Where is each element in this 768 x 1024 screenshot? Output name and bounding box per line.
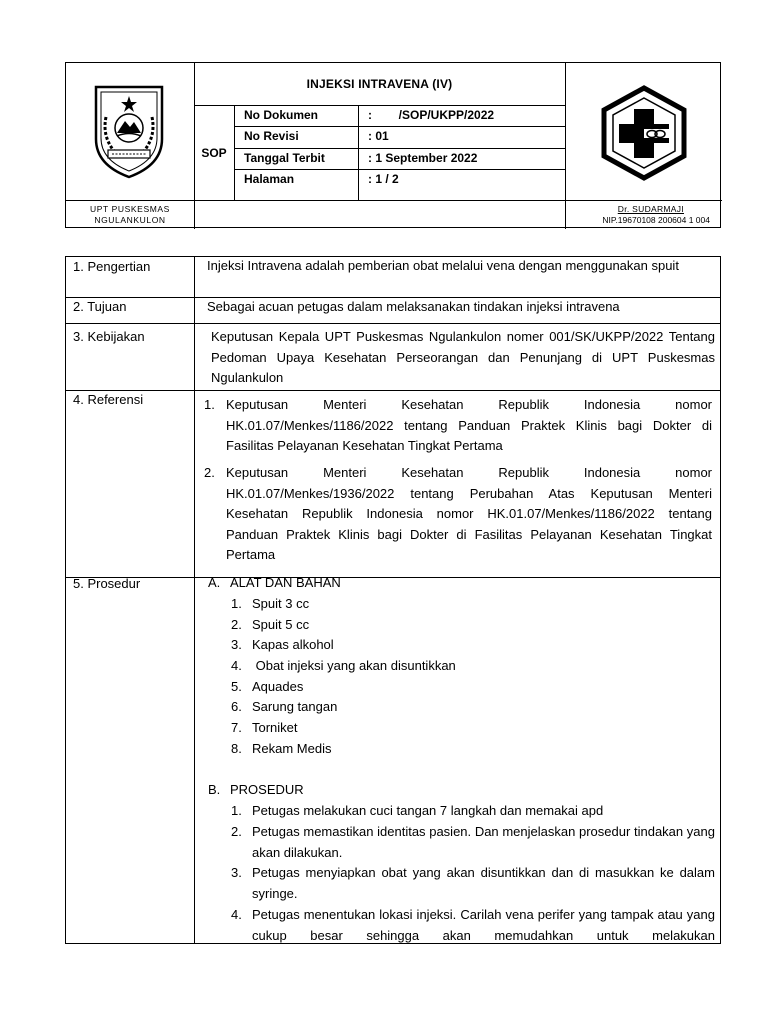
list-text: Aquades [252,679,304,694]
sop-header-table [65,62,721,228]
list-number: 3. [231,865,242,880]
meta-key: No Dokumen [244,108,319,122]
section-letter: A. [208,575,221,590]
row-divider [66,577,720,578]
list-number: 2. [231,824,242,839]
list-number: 4. [231,658,242,673]
meta-row-tanggal [234,148,565,169]
row-label-kebijakan: 3. Kebijakan [73,329,145,344]
section-letter: B. [208,782,221,797]
meta-key: No Revisi [244,129,299,143]
meta-value: : 1 / 2 [368,172,399,186]
list-text: Obat injeksi yang akan disuntikkan [252,658,456,673]
row-divider [66,390,720,391]
meta-row-dokumen [234,105,565,126]
column-divider [194,257,195,943]
row-label-prosedur: 5. Prosedur [73,576,141,591]
list-text: Petugas menentukan lokasi injeksi. Carilah vena perifer yang tampak atau yang cukup besar sehingga akan memudahkan untuk melakukan [252,907,715,943]
signatory-nip: NIP.19670108 200604 1 004 [602,214,710,225]
org-line: NGULANKULON [94,214,166,225]
document-title: INJEKSI INTRAVENA (IV) [306,77,453,91]
regency-crest-logo [84,81,174,181]
referensi-text: Keputusan Menteri Kesehatan Republik Indonesia nomor HK.01.07/Menkes/1186/2022 tentang Panduan Praktek Klinis bagi Dokter di Fasilitas Pelayanan Kesehatan Tingkat Pertama [226,397,712,454]
list-number: 7. [231,720,242,735]
list-number: 1. [231,803,242,818]
section-heading-prosedur [208,780,304,801]
meta-key: Halaman [244,172,295,186]
signatory-name: Dr. SUDARMAJI [617,203,684,214]
meta-row-revisi [234,126,565,147]
signatory-block [565,200,722,229]
list-number: 3. [231,637,242,652]
meta-key: Tanggal Terbit [244,151,325,165]
list-number: 1. [231,596,242,611]
list-text: Kapas alkohol [252,637,334,652]
pengertian-text: Injeksi Intravena adalah pemberian obat melalui vena dengan menggunakan spuit [207,258,679,273]
organization-name [66,200,194,229]
section-heading-alat [208,573,341,594]
sop-label: SOP [201,145,227,160]
list-text: Petugas memastikan identitas pasien. Dan menjelaskan prosedur tindakan yang akan dilakukan. [252,824,715,860]
puskesmas-cross-logo [598,85,690,181]
meta-row-halaman [234,169,565,190]
list-number: 5. [231,679,242,694]
list-number: 6. [231,699,242,714]
meta-value: : 01 [368,129,389,143]
meta-value: : /SOP/UKPP/2022 [368,108,495,122]
section-title: PROSEDUR [230,782,304,797]
list-number: 2. [231,617,242,632]
sop-content-table [65,256,721,944]
list-text: Torniket [252,720,298,735]
row-label-tujuan: 2. Tujuan [73,299,127,314]
referensi-item [204,463,712,573]
row-label-pengertian: 1. Pengertian [73,259,151,274]
section-title: ALAT DAN BAHAN [230,575,341,590]
referensi-item [204,395,712,459]
referensi-number: 1. [204,397,215,412]
list-number: 8. [231,741,242,756]
list-text: Spuit 3 cc [252,596,310,611]
tujuan-text: Sebagai acuan petugas dalam melaksanakan tindakan injeksi intravena [207,299,620,314]
referensi-text: Keputusan Menteri Kesehatan Republik Indonesia nomor HK.01.07/Menkes/1936/2022 tentang Perubahan Atas Keputusan Menteri Kesehatan Republik Indonesia nomor HK.01.07/Menkes/1186/2022 tentang Panduan Praktek Klinis bagi Dokter di Fasilitas Pelayanan Kesehatan Tingkat Pertama [226,465,712,563]
row-label-referensi: 4. Referensi [73,392,144,407]
list-text: Rekam Medis [252,741,332,756]
list-text: Petugas menyiapkan obat yang akan disuntikkan dan di masukkan ke dalam syringe. [252,865,715,901]
meta-value: : 1 September 2022 [368,151,478,165]
list-text: Sarung tangan [252,699,338,714]
list-number: 4. [231,907,242,922]
list-text: Spuit 5 cc [252,617,310,632]
referensi-number: 2. [204,465,215,480]
org-line: UPT PUSKESMAS [90,203,170,214]
kebijakan-text: Keputusan Kepala UPT Puskesmas Ngulankulon nomer 001/SK/UKPP/2022 Tentang Pedoman Upaya Kesehatan Perseorangan dan Penunjang di UPT Puskesmas Ngulankulon [211,329,715,386]
row-divider [66,323,720,324]
list-text: Petugas melakukan cuci tangan 7 langkah dan memakai apd [252,803,604,818]
